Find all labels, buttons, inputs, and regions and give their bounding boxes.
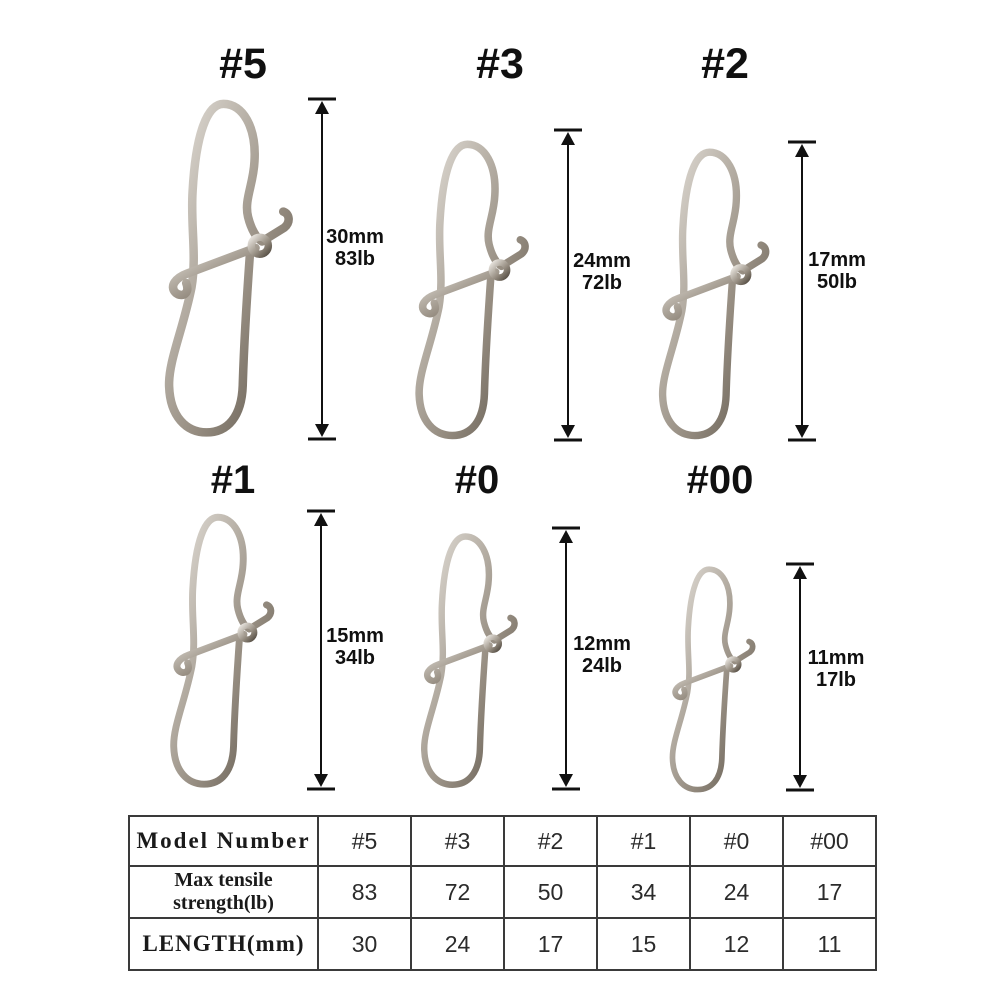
length-value-0: 12mm xyxy=(573,633,631,655)
model-label-00: #00 xyxy=(686,458,754,502)
snap-clip-image-1 xyxy=(155,506,293,792)
model-label-0: #0 xyxy=(454,458,500,502)
row-header-model-number: Model Number xyxy=(129,816,318,866)
strength-cell: 34 xyxy=(597,866,690,918)
model-label-3: #3 xyxy=(476,40,524,88)
length-cell: 24 xyxy=(411,918,504,970)
model-cell: #0 xyxy=(690,816,783,866)
strength-cell: 50 xyxy=(504,866,597,918)
length-value-3: 24mm xyxy=(573,250,631,272)
measurement-2 xyxy=(782,249,892,293)
snap-clip-image-5 xyxy=(136,90,326,442)
length-value-00: 11mm xyxy=(807,647,865,669)
model-label-1: #1 xyxy=(210,458,256,502)
strength-cell: 83 xyxy=(318,866,411,918)
model-label-5: #5 xyxy=(219,40,267,88)
strength-value-00: 17lb xyxy=(815,669,857,691)
table-row-strength xyxy=(129,866,876,918)
strength-value-2: 50lb xyxy=(816,271,858,293)
strength-value-3: 72lb xyxy=(581,272,623,294)
length-cell: 11 xyxy=(783,918,876,970)
model-cell: #1 xyxy=(597,816,690,866)
length-cell: 30 xyxy=(318,918,411,970)
model-cell: #3 xyxy=(411,816,504,866)
length-value-1: 15mm xyxy=(326,625,384,647)
strength-cell: 72 xyxy=(411,866,504,918)
spec-table xyxy=(128,815,877,971)
measurement-0 xyxy=(547,633,657,677)
length-cell: 17 xyxy=(504,918,597,970)
snap-clip-image-00 xyxy=(659,560,769,796)
length-value-2: 17mm xyxy=(808,249,866,271)
snap-clip-image-0 xyxy=(407,526,535,792)
length-value-5: 30mm xyxy=(326,226,384,248)
measurement-1 xyxy=(300,625,410,669)
measurement-5 xyxy=(300,226,410,270)
table-row-length xyxy=(129,918,876,970)
strength-cell: 24 xyxy=(690,866,783,918)
model-label-2: #2 xyxy=(701,40,749,88)
snap-clip-image-3 xyxy=(402,132,546,444)
row-header-tensile-strength: Max tensile strength(lb) xyxy=(129,866,318,918)
row-header-length: LENGTH(mm) xyxy=(129,918,318,970)
strength-value-1: 34lb xyxy=(334,647,376,669)
strength-value-0: 24lb xyxy=(581,655,623,677)
strength-value-5: 83lb xyxy=(334,248,376,270)
length-cell: 12 xyxy=(690,918,783,970)
measurement-3 xyxy=(547,250,657,294)
table-row-model xyxy=(129,816,876,866)
model-cell: #5 xyxy=(318,816,411,866)
strength-cell: 17 xyxy=(783,866,876,918)
length-cell: 15 xyxy=(597,918,690,970)
model-cell: #2 xyxy=(504,816,597,866)
measurement-00 xyxy=(781,647,891,691)
snap-clip-image-2 xyxy=(647,139,785,445)
model-cell: #00 xyxy=(783,816,876,866)
